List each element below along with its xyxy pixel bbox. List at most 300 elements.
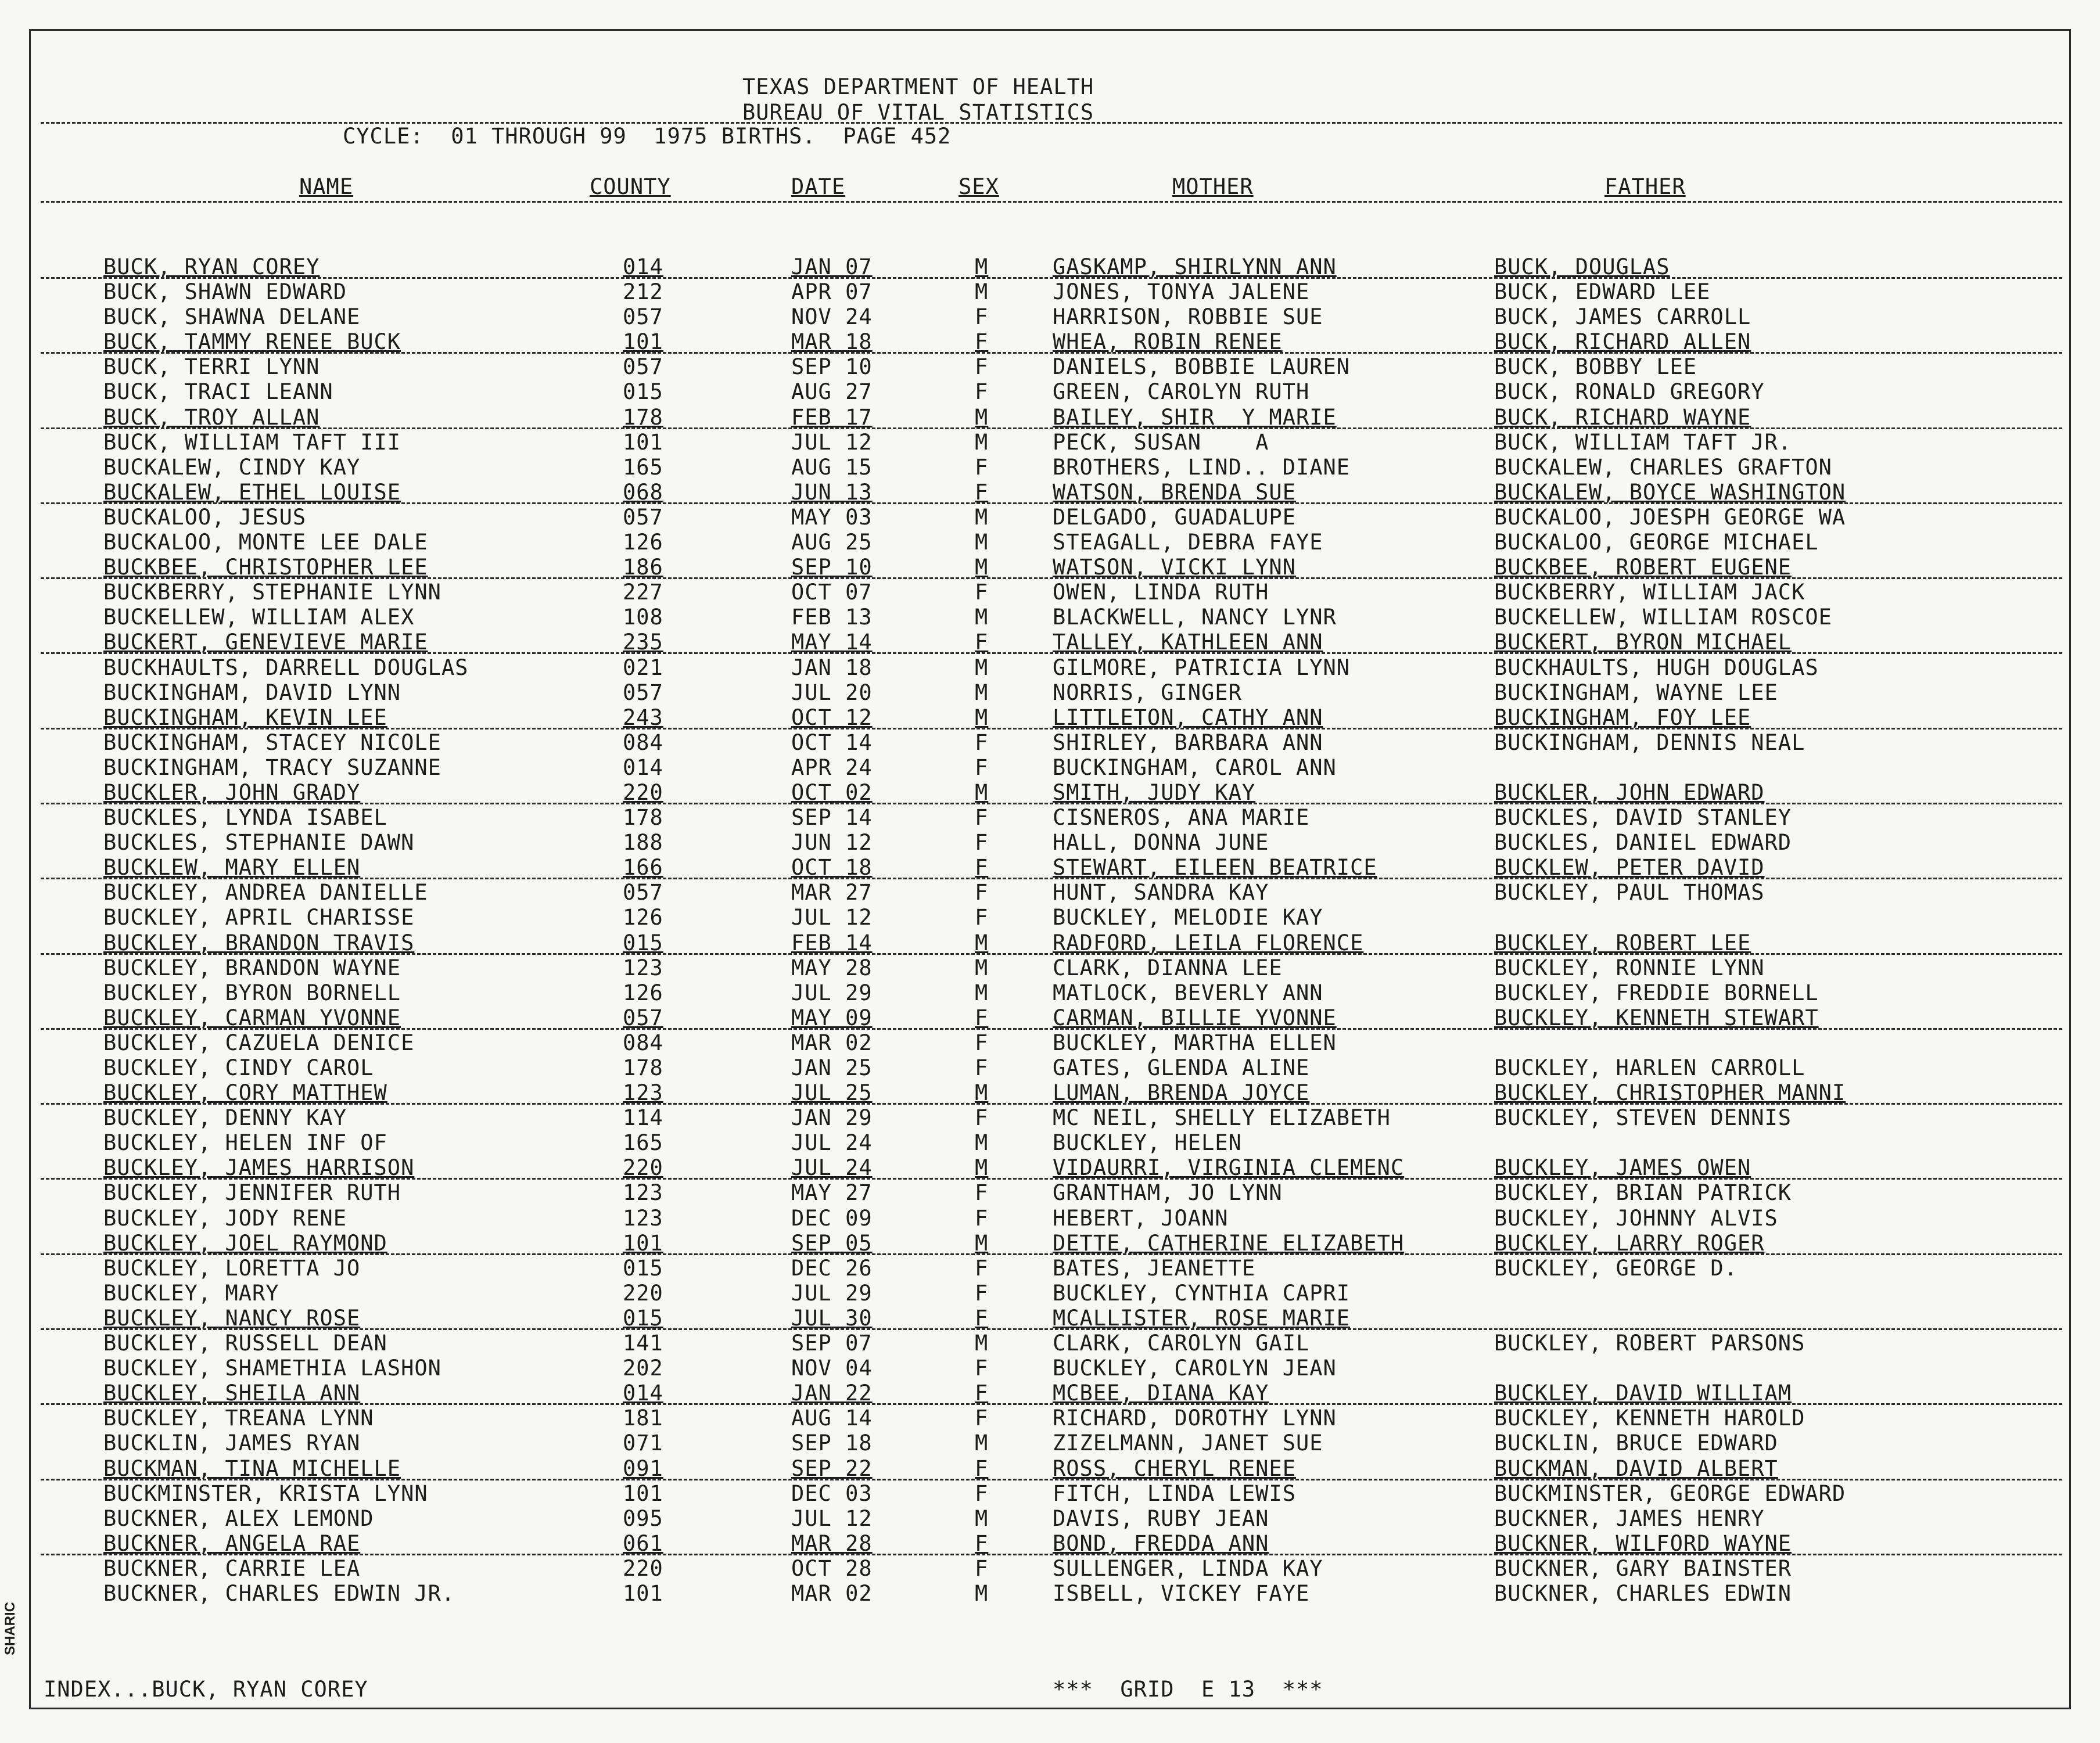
cell-county: 101 bbox=[623, 1230, 663, 1256]
cell-sex: M bbox=[975, 1505, 989, 1531]
cell-sex: M bbox=[975, 980, 989, 1005]
cell-father: BUCK, JAMES CARROLL bbox=[1494, 304, 1751, 330]
table-row bbox=[0, 805, 2100, 830]
table-row bbox=[0, 279, 2100, 304]
column-header-mother: MOTHER bbox=[1172, 174, 1254, 199]
cell-county: 014 bbox=[623, 754, 663, 780]
cell-name: BUCK, SHAWN EDWARD bbox=[103, 279, 347, 305]
table-row bbox=[0, 430, 2100, 455]
cell-name: BUCK, TERRI LYNN bbox=[103, 354, 320, 380]
cell-date: JAN 29 bbox=[791, 1105, 873, 1131]
cell-father: BUCKMAN, DAVID ALBERT bbox=[1494, 1456, 1778, 1481]
cell-father: BUCKLEY, HARLEN CARROLL bbox=[1494, 1055, 1805, 1080]
column-header-sex: SEX bbox=[959, 174, 999, 199]
cell-sex: F bbox=[975, 754, 989, 780]
cell-name: BUCKINGHAM, STACEY NICOLE bbox=[103, 729, 441, 755]
cell-name: BUCKLEY, JENNIFER RUTH bbox=[103, 1180, 401, 1206]
cell-name: BUCKNER, CARRIE LEA bbox=[103, 1555, 361, 1581]
cell-mother: MCALLISTER, ROSE MARIE bbox=[1053, 1305, 1351, 1331]
table-row bbox=[0, 955, 2100, 980]
cell-county: 123 bbox=[623, 1180, 663, 1206]
table-row bbox=[0, 1105, 2100, 1130]
cell-county: 101 bbox=[623, 1480, 663, 1506]
table-row bbox=[0, 1331, 2100, 1356]
cell-county: 071 bbox=[623, 1431, 663, 1456]
table-row bbox=[0, 1456, 2100, 1481]
cell-name: BUCKBEE, CHRISTOPHER LEE bbox=[103, 555, 428, 580]
side-label: SHARIC bbox=[2, 1601, 18, 1655]
agency-title: TEXAS DEPARTMENT OF HEALTH bbox=[742, 74, 1094, 99]
cell-father: BUCKERT, BYRON MICHAEL bbox=[1494, 630, 1792, 655]
cell-mother: MATLOCK, BEVERLY ANN bbox=[1053, 980, 1323, 1005]
cell-name: BUCKLES, LYNDA ISABEL bbox=[103, 805, 387, 831]
cell-date: JAN 07 bbox=[791, 254, 873, 279]
cell-mother: SMITH, JUDY KAY bbox=[1053, 779, 1256, 805]
cell-date: MAY 27 bbox=[791, 1180, 873, 1206]
cell-sex: F bbox=[975, 1005, 989, 1030]
cell-father: BUCKMINSTER, GEORGE EDWARD bbox=[1494, 1480, 1846, 1506]
table-row bbox=[0, 1256, 2100, 1281]
cell-father: BUCKLEW, PETER DAVID bbox=[1494, 855, 1765, 881]
cell-county: 178 bbox=[623, 805, 663, 831]
cell-mother: HARRISON, ROBBIE SUE bbox=[1053, 304, 1323, 330]
cell-father: BUCKINGHAM, DENNIS NEAL bbox=[1494, 729, 1805, 755]
cell-name: BUCKLEY, TREANA LYNN bbox=[103, 1406, 374, 1431]
column-header-father: FATHER bbox=[1604, 174, 1686, 199]
cell-father: BUCKALOO, JOESPH GEORGE WA bbox=[1494, 504, 1846, 530]
cell-mother: MC NEIL, SHELLY ELIZABETH bbox=[1053, 1105, 1391, 1131]
cell-date: FEB 14 bbox=[791, 930, 873, 955]
table-row bbox=[0, 1005, 2100, 1030]
cell-mother: BROTHERS, LIND.. DIANE bbox=[1053, 454, 1351, 480]
cell-name: BUCKALEW, ETHEL LOUISE bbox=[103, 479, 401, 505]
cell-father: BUCKLIN, BRUCE EDWARD bbox=[1494, 1431, 1778, 1456]
cell-date: JUL 12 bbox=[791, 905, 873, 930]
cell-name: BUCKLEY, CAZUELA DENICE bbox=[103, 1030, 415, 1055]
cell-date: JUL 12 bbox=[791, 429, 873, 455]
cell-name: BUCKLEY, JODY RENE bbox=[103, 1205, 347, 1231]
cell-date: MAY 03 bbox=[791, 504, 873, 530]
cell-date: APR 07 bbox=[791, 279, 873, 305]
cell-date: JUL 25 bbox=[791, 1080, 873, 1106]
grid-footer: *** GRID E 13 *** bbox=[1053, 1677, 1323, 1702]
cell-father: BUCKLES, DANIEL EDWARD bbox=[1494, 830, 1792, 856]
cell-father: BUCKLEY, KENNETH STEWART bbox=[1494, 1005, 1819, 1030]
cell-father: BUCKALEW, BOYCE WASHINGTON bbox=[1494, 479, 1846, 505]
cell-name: BUCKLEY, CINDY CAROL bbox=[103, 1055, 374, 1080]
cell-sex: F bbox=[975, 805, 989, 831]
cell-date: FEB 13 bbox=[791, 605, 873, 630]
cell-sex: F bbox=[975, 729, 989, 755]
cell-sex: M bbox=[975, 1331, 989, 1356]
cell-sex: F bbox=[975, 1406, 989, 1431]
cell-county: 165 bbox=[623, 454, 663, 480]
cell-name: BUCKLEY, CORY MATTHEW bbox=[103, 1080, 387, 1106]
cell-father: BUCKLEY, FREDDIE BORNELL bbox=[1494, 980, 1819, 1005]
cell-date: NOV 24 bbox=[791, 304, 873, 330]
cell-sex: F bbox=[975, 479, 989, 505]
cell-county: 114 bbox=[623, 1105, 663, 1131]
cell-name: BUCKNER, ALEX LEMOND bbox=[103, 1505, 374, 1531]
cell-date: SEP 10 bbox=[791, 354, 873, 380]
cell-date: JUL 12 bbox=[791, 1505, 873, 1531]
cell-date: JAN 25 bbox=[791, 1055, 873, 1080]
cell-sex: F bbox=[975, 1555, 989, 1581]
cell-mother: BATES, JEANETTE bbox=[1053, 1255, 1256, 1281]
cell-sex: M bbox=[975, 1580, 989, 1606]
cell-date: SEP 05 bbox=[791, 1230, 873, 1256]
cell-sex: F bbox=[975, 1255, 989, 1281]
cell-sex: M bbox=[975, 680, 989, 705]
cell-name: BUCKLEY, NANCY ROSE bbox=[103, 1305, 361, 1331]
table-row bbox=[0, 1381, 2100, 1406]
table-row bbox=[0, 980, 2100, 1005]
table-row bbox=[0, 1080, 2100, 1105]
cell-name: BUCKLES, STEPHANIE DAWN bbox=[103, 830, 415, 856]
cell-mother: ZIZELMANN, JANET SUE bbox=[1053, 1431, 1323, 1456]
cell-name: BUCKLEY, MARY bbox=[103, 1280, 279, 1306]
cell-mother: GRANTHAM, JO LYNN bbox=[1053, 1180, 1283, 1206]
cell-father: BUCKLEY, LARRY ROGER bbox=[1494, 1230, 1765, 1256]
table-row bbox=[0, 705, 2100, 730]
cell-sex: M bbox=[975, 1080, 989, 1106]
cell-name: BUCKBERRY, STEPHANIE LYNN bbox=[103, 580, 441, 605]
cell-name: BUCKNER, ANGELA RAE bbox=[103, 1530, 361, 1556]
cell-date: JAN 18 bbox=[791, 655, 873, 680]
cell-sex: M bbox=[975, 655, 989, 680]
cell-sex: F bbox=[975, 1480, 989, 1506]
cell-mother: GASKAMP, SHIRLYNN ANN bbox=[1053, 254, 1337, 279]
cell-date: FEB 17 bbox=[791, 404, 873, 430]
cell-county: 057 bbox=[623, 504, 663, 530]
cell-county: 126 bbox=[623, 980, 663, 1005]
cell-mother: ROSS, CHERYL RENEE bbox=[1053, 1456, 1296, 1481]
cell-county: 021 bbox=[623, 655, 663, 680]
cell-name: BUCKINGHAM, DAVID LYNN bbox=[103, 680, 401, 705]
cell-date: JUL 30 bbox=[791, 1305, 873, 1331]
cell-name: BUCK, RYAN COREY bbox=[103, 254, 320, 279]
cell-mother: ISBELL, VICKEY FAYE bbox=[1053, 1580, 1310, 1606]
cell-sex: F bbox=[975, 1356, 989, 1381]
cell-name: BUCKLEY, BYRON BORNELL bbox=[103, 980, 401, 1005]
table-row bbox=[0, 480, 2100, 505]
cell-name: BUCKLEY, RUSSELL DEAN bbox=[103, 1331, 387, 1356]
cell-date: DEC 26 bbox=[791, 1255, 873, 1281]
cell-date: SEP 18 bbox=[791, 1431, 873, 1456]
cell-sex: M bbox=[975, 279, 989, 305]
cell-county: 178 bbox=[623, 404, 663, 430]
cell-date: JUL 24 bbox=[791, 1155, 873, 1181]
cell-county: 188 bbox=[623, 830, 663, 856]
table-row bbox=[0, 1406, 2100, 1431]
cell-father: BUCKLEY, JOHNNY ALVIS bbox=[1494, 1205, 1778, 1231]
cell-date: SEP 14 bbox=[791, 805, 873, 831]
cell-father: BUCK, BOBBY LEE bbox=[1494, 354, 1697, 380]
cell-mother: WATSON, VICKI LYNN bbox=[1053, 555, 1296, 580]
cell-father: BUCKBERRY, WILLIAM JACK bbox=[1494, 580, 1805, 605]
cell-sex: F bbox=[975, 580, 989, 605]
cell-date: MAY 09 bbox=[791, 1005, 873, 1030]
table-row bbox=[0, 379, 2100, 404]
cell-father: BUCKLEY, CHRISTOPHER MANNI bbox=[1494, 1080, 1846, 1106]
cell-date: JAN 22 bbox=[791, 1381, 873, 1406]
cell-sex: F bbox=[975, 855, 989, 881]
table-row bbox=[0, 630, 2100, 655]
cell-father: BUCKLEY, ROBERT LEE bbox=[1494, 930, 1751, 955]
cell-county: 091 bbox=[623, 1456, 663, 1481]
cell-county: 202 bbox=[623, 1356, 663, 1381]
table-row bbox=[0, 1431, 2100, 1456]
cell-name: BUCKLEY, BRANDON WAYNE bbox=[103, 955, 401, 980]
cell-county: 057 bbox=[623, 354, 663, 380]
cell-county: 166 bbox=[623, 855, 663, 881]
cell-father: BUCKLER, JOHN EDWARD bbox=[1494, 779, 1765, 805]
cell-mother: JONES, TONYA JALENE bbox=[1053, 279, 1310, 305]
cell-county: 220 bbox=[623, 779, 663, 805]
cell-date: OCT 02 bbox=[791, 779, 873, 805]
table-row bbox=[0, 1281, 2100, 1306]
cell-sex: F bbox=[975, 354, 989, 380]
cell-date: JUN 13 bbox=[791, 479, 873, 505]
cell-name: BUCKLEW, MARY ELLEN bbox=[103, 855, 361, 881]
table-row bbox=[0, 755, 2100, 780]
cell-county: 014 bbox=[623, 254, 663, 279]
cell-date: MAR 18 bbox=[791, 329, 873, 355]
cell-father: BUCKLEY, JAMES OWEN bbox=[1494, 1155, 1751, 1181]
cell-county: 165 bbox=[623, 1130, 663, 1156]
cell-county: 014 bbox=[623, 1381, 663, 1406]
cell-county: 123 bbox=[623, 1080, 663, 1106]
table-row bbox=[0, 1531, 2100, 1556]
cell-date: NOV 04 bbox=[791, 1356, 873, 1381]
cell-sex: M bbox=[975, 605, 989, 630]
cell-mother: CLARK, CAROLYN GAIL bbox=[1053, 1331, 1310, 1356]
cell-father: BUCKLEY, KENNETH HAROLD bbox=[1494, 1406, 1805, 1431]
cell-sex: M bbox=[975, 1130, 989, 1156]
cell-name: BUCKINGHAM, KEVIN LEE bbox=[103, 705, 387, 730]
cell-county: 220 bbox=[623, 1555, 663, 1581]
cell-father: BUCK, RICHARD ALLEN bbox=[1494, 329, 1751, 355]
cell-mother: PECK, SUSAN A bbox=[1053, 429, 1269, 455]
cell-sex: M bbox=[975, 779, 989, 805]
cell-father: BUCKNER, JAMES HENRY bbox=[1494, 1505, 1765, 1531]
cell-county: 108 bbox=[623, 605, 663, 630]
cell-date: SEP 07 bbox=[791, 1331, 873, 1356]
cell-father: BUCKLEY, RONNIE LYNN bbox=[1494, 955, 1765, 980]
cell-name: BUCK, SHAWNA DELANE bbox=[103, 304, 361, 330]
table-row bbox=[0, 1231, 2100, 1256]
cell-county: 015 bbox=[623, 1305, 663, 1331]
cell-name: BUCKLEY, BRANDON TRAVIS bbox=[103, 930, 415, 955]
cell-date: MAR 27 bbox=[791, 880, 873, 905]
cell-date: JUL 29 bbox=[791, 1280, 873, 1306]
cell-date: MAY 14 bbox=[791, 630, 873, 655]
cell-father: BUCK, RICHARD WAYNE bbox=[1494, 404, 1751, 430]
cell-date: OCT 07 bbox=[791, 580, 873, 605]
cell-mother: BOND, FREDDA ANN bbox=[1053, 1530, 1269, 1556]
table-row bbox=[0, 655, 2100, 680]
cell-father: BUCKINGHAM, WAYNE LEE bbox=[1494, 680, 1778, 705]
table-row bbox=[0, 1155, 2100, 1180]
cell-county: 057 bbox=[623, 1005, 663, 1030]
cell-mother: GILMORE, PATRICIA LYNN bbox=[1053, 655, 1351, 680]
cell-mother: CLARK, DIANNA LEE bbox=[1053, 955, 1283, 980]
cell-name: BUCKMAN, TINA MICHELLE bbox=[103, 1456, 401, 1481]
cell-sex: F bbox=[975, 1030, 989, 1055]
cell-sex: F bbox=[975, 830, 989, 856]
table-row bbox=[0, 530, 2100, 555]
cell-sex: F bbox=[975, 1180, 989, 1206]
cell-name: BUCKMINSTER, KRISTA LYNN bbox=[103, 1480, 428, 1506]
table-row bbox=[0, 1556, 2100, 1581]
cell-sex: F bbox=[975, 1456, 989, 1481]
cell-county: 084 bbox=[623, 729, 663, 755]
cell-date: JUL 24 bbox=[791, 1130, 873, 1156]
cell-county: 101 bbox=[623, 429, 663, 455]
cell-name: BUCKLEY, APRIL CHARISSE bbox=[103, 905, 415, 930]
cell-sex: M bbox=[975, 254, 989, 279]
cell-sex: F bbox=[975, 1055, 989, 1080]
cell-mother: HALL, DONNA JUNE bbox=[1053, 830, 1269, 856]
cell-sex: F bbox=[975, 1305, 989, 1331]
cell-sex: M bbox=[975, 530, 989, 555]
cell-name: BUCKALEW, CINDY KAY bbox=[103, 454, 361, 480]
cell-sex: F bbox=[975, 1530, 989, 1556]
cell-name: BUCKLEY, CARMAN YVONNE bbox=[103, 1005, 401, 1030]
cell-father: BUCKLEY, PAUL THOMAS bbox=[1494, 880, 1765, 905]
cell-county: 015 bbox=[623, 1255, 663, 1281]
cell-name: BUCKLEY, JAMES HARRISON bbox=[103, 1155, 415, 1181]
cell-sex: F bbox=[975, 379, 989, 405]
cell-date: JUN 12 bbox=[791, 830, 873, 856]
cell-mother: BLACKWELL, NANCY LYNR bbox=[1053, 605, 1337, 630]
cell-mother: CISNEROS, ANA MARIE bbox=[1053, 805, 1310, 831]
cell-father: BUCKBEE, ROBERT EUGENE bbox=[1494, 555, 1792, 580]
table-row bbox=[0, 1055, 2100, 1080]
table-row bbox=[0, 505, 2100, 530]
table-row bbox=[0, 1030, 2100, 1055]
table-row bbox=[0, 880, 2100, 905]
cell-date: DEC 03 bbox=[791, 1480, 873, 1506]
cell-father: BUCKLEY, STEVEN DENNIS bbox=[1494, 1105, 1792, 1131]
cell-mother: LITTLETON, CATHY ANN bbox=[1053, 705, 1323, 730]
cell-sex: F bbox=[975, 880, 989, 905]
column-header-date: DATE bbox=[791, 174, 846, 199]
cell-mother: BUCKLEY, HELEN bbox=[1053, 1130, 1242, 1156]
cell-date: MAR 02 bbox=[791, 1030, 873, 1055]
table-row bbox=[0, 354, 2100, 379]
cell-mother: BAILEY, SHIR Y MARIE bbox=[1053, 404, 1337, 430]
cell-mother: TALLEY, KATHLEEN ANN bbox=[1053, 630, 1323, 655]
cell-county: 227 bbox=[623, 580, 663, 605]
cell-name: BUCK, TAMMY RENEE BUCK bbox=[103, 329, 401, 355]
cell-mother: BUCKLEY, CAROLYN JEAN bbox=[1053, 1356, 1337, 1381]
cell-mother: LUMAN, BRENDA JOYCE bbox=[1053, 1080, 1310, 1106]
table-row bbox=[0, 304, 2100, 329]
table-row bbox=[0, 455, 2100, 480]
cell-mother: WATSON, BRENDA SUE bbox=[1053, 479, 1296, 505]
cell-sex: F bbox=[975, 1381, 989, 1406]
cell-mother: SULLENGER, LINDA KAY bbox=[1053, 1555, 1323, 1581]
cell-sex: M bbox=[975, 555, 989, 580]
cell-name: BUCKLIN, JAMES RYAN bbox=[103, 1431, 361, 1456]
cell-date: SEP 22 bbox=[791, 1456, 873, 1481]
cell-county: 243 bbox=[623, 705, 663, 730]
cell-name: BUCKLEY, SHEILA ANN bbox=[103, 1381, 361, 1406]
cell-mother: SHIRLEY, BARBARA ANN bbox=[1053, 729, 1323, 755]
cell-father: BUCKLEY, GEORGE D. bbox=[1494, 1255, 1738, 1281]
cell-name: BUCKNER, CHARLES EDWIN JR. bbox=[103, 1580, 455, 1606]
cell-father: BUCKALOO, GEORGE MICHAEL bbox=[1494, 530, 1819, 555]
table-row bbox=[0, 1506, 2100, 1531]
cell-county: 061 bbox=[623, 1530, 663, 1556]
cell-county: 123 bbox=[623, 1205, 663, 1231]
table-row bbox=[0, 605, 2100, 630]
cell-name: BUCK, TRACI LEANN bbox=[103, 379, 333, 405]
cell-date: DEC 09 bbox=[791, 1205, 873, 1231]
cell-mother: GREEN, CAROLYN RUTH bbox=[1053, 379, 1310, 405]
cell-date: AUG 15 bbox=[791, 454, 873, 480]
cell-sex: M bbox=[975, 1431, 989, 1456]
cell-name: BUCKERT, GENEVIEVE MARIE bbox=[103, 630, 428, 655]
cell-sex: M bbox=[975, 955, 989, 980]
cell-county: 015 bbox=[623, 930, 663, 955]
cell-sex: M bbox=[975, 429, 989, 455]
cell-name: BUCK, WILLIAM TAFT III bbox=[103, 429, 401, 455]
cell-date: JUL 20 bbox=[791, 680, 873, 705]
cell-father: BUCKALEW, CHARLES GRAFTON bbox=[1494, 454, 1832, 480]
column-header-name: NAME bbox=[299, 174, 354, 199]
cell-mother: RICHARD, DOROTHY LYNN bbox=[1053, 1406, 1337, 1431]
cell-county: 123 bbox=[623, 955, 663, 980]
cell-sex: M bbox=[975, 705, 989, 730]
cell-name: BUCKALOO, MONTE LEE DALE bbox=[103, 530, 428, 555]
cell-name: BUCKELLEW, WILLIAM ALEX bbox=[103, 605, 415, 630]
cell-father: BUCK, EDWARD LEE bbox=[1494, 279, 1711, 305]
cell-date: OCT 28 bbox=[791, 1555, 873, 1581]
table-row bbox=[0, 1206, 2100, 1231]
cell-father: BUCK, WILLIAM TAFT JR. bbox=[1494, 429, 1792, 455]
table-row bbox=[0, 555, 2100, 580]
cell-name: BUCKHAULTS, DARRELL DOUGLAS bbox=[103, 655, 469, 680]
cell-county: 015 bbox=[623, 379, 663, 405]
bureau-title: BUREAU OF VITAL STATISTICS bbox=[742, 100, 1094, 125]
cell-county: 126 bbox=[623, 905, 663, 930]
cell-mother: DELGADO, GUADALUPE bbox=[1053, 504, 1296, 530]
cell-father: BUCKNER, CHARLES EDWIN bbox=[1494, 1580, 1792, 1606]
cell-county: 235 bbox=[623, 630, 663, 655]
cell-county: 178 bbox=[623, 1055, 663, 1080]
table-row bbox=[0, 405, 2100, 430]
cell-sex: F bbox=[975, 304, 989, 330]
cell-mother: HEBERT, JOANN bbox=[1053, 1205, 1229, 1231]
table-row bbox=[0, 1356, 2100, 1381]
cell-mother: DANIELS, BOBBIE LAUREN bbox=[1053, 354, 1351, 380]
header-rule-bottom bbox=[41, 201, 2062, 203]
cell-mother: BUCKLEY, CYNTHIA CAPRI bbox=[1053, 1280, 1351, 1306]
cell-date: MAR 28 bbox=[791, 1530, 873, 1556]
cell-date: AUG 25 bbox=[791, 530, 873, 555]
cell-county: 057 bbox=[623, 680, 663, 705]
cell-name: BUCKLEY, DENNY KAY bbox=[103, 1105, 347, 1131]
cell-sex: F bbox=[975, 905, 989, 930]
table-row bbox=[0, 329, 2100, 354]
cell-date: SEP 10 bbox=[791, 555, 873, 580]
cell-sex: M bbox=[975, 504, 989, 530]
table-row bbox=[0, 905, 2100, 930]
cell-name: BUCKLEY, SHAMETHIA LASHON bbox=[103, 1356, 441, 1381]
cell-mother: DAVIS, RUBY JEAN bbox=[1053, 1505, 1269, 1531]
